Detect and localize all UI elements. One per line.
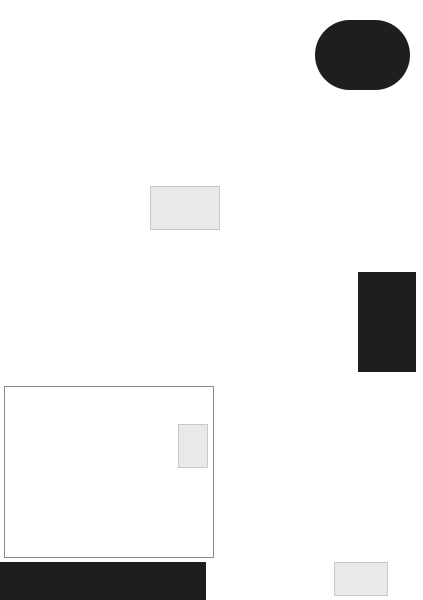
aroma-column — [190, 270, 355, 378]
blend-oil-ingredients — [5, 409, 213, 420]
tip-heading — [12, 92, 212, 103]
aroma-corner-title — [22, 334, 172, 345]
open-house-venue — [210, 573, 330, 584]
skin-oils-heading — [222, 386, 418, 397]
tip-body — [214, 195, 414, 206]
tip-body — [12, 229, 212, 240]
header-intro — [30, 21, 300, 32]
tip-heading — [12, 218, 212, 229]
open-house-subtitle — [0, 573, 206, 584]
blend-oil-intro — [5, 398, 213, 409]
vertical-slogan — [392, 562, 420, 596]
page-title — [30, 10, 300, 21]
tip-body — [12, 103, 212, 114]
aroma-corner — [22, 334, 172, 382]
series-badge — [315, 20, 410, 90]
blend-oil-section — [4, 386, 214, 558]
blend-oil-heading — [5, 387, 213, 398]
house-photo — [334, 562, 388, 596]
aroma-corner-subtitle — [22, 345, 172, 356]
tip-body — [214, 103, 414, 114]
aroma-effect-badge — [358, 272, 416, 372]
footer-text — [0, 588, 330, 599]
oil-bottle-illustration — [178, 424, 208, 468]
tip-heading — [214, 184, 414, 195]
header — [30, 10, 300, 68]
course-details — [222, 497, 418, 508]
skin-oils-list — [222, 397, 418, 408]
tip-rag — [214, 92, 414, 180]
series-badge-label — [315, 20, 410, 31]
aroma-column-body — [190, 281, 355, 292]
aroma-course-section — [222, 486, 418, 558]
tip-heading — [214, 92, 414, 103]
skin-oils-section — [222, 386, 418, 482]
vertical-slogan-text — [392, 562, 420, 573]
open-house-dates — [210, 562, 330, 573]
page-footer — [0, 588, 330, 600]
tip-baking-soda — [12, 218, 212, 298]
tip-toothbrush — [214, 184, 414, 266]
course-heading — [222, 486, 418, 497]
aroma-column-heading — [190, 270, 355, 281]
tip-hot-water — [12, 92, 212, 180]
open-house-title — [0, 562, 206, 573]
course-contact — [222, 508, 418, 519]
